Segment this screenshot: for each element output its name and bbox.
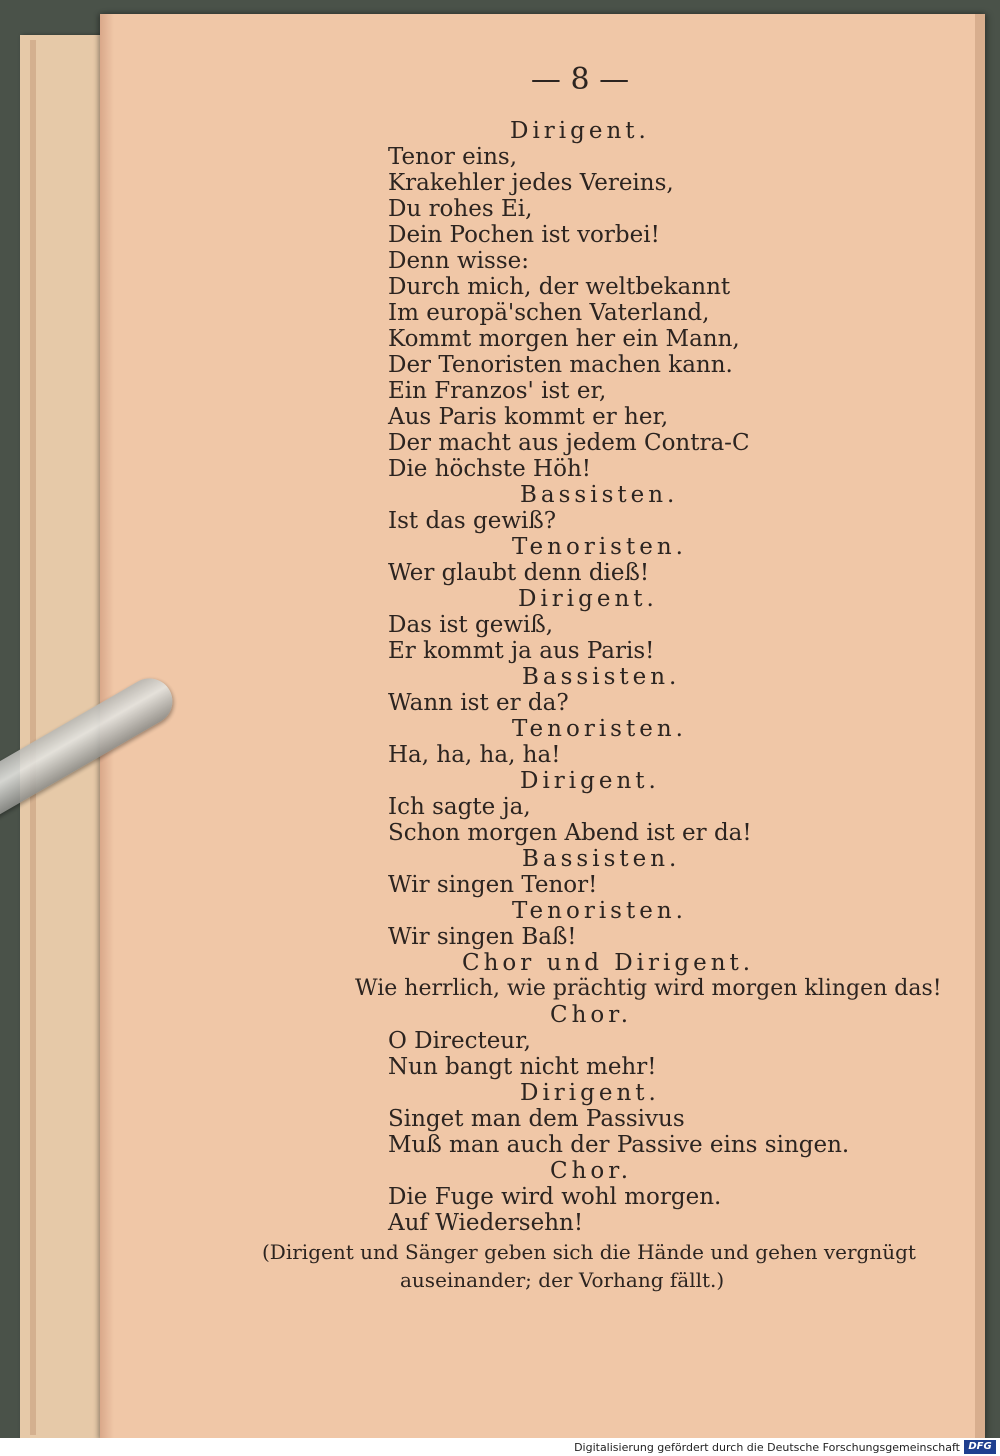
speaker-heading: Dirigent. — [520, 1080, 660, 1106]
speaker-heading: Tenoristen. — [512, 716, 687, 742]
verse-line: Nun bangt nicht mehr! — [388, 1054, 657, 1080]
verse-line: Der Tenoristen machen kann. — [388, 352, 733, 378]
verse-line: Kommt morgen her ein Mann, — [388, 326, 740, 352]
verse-line: Krakehler jedes Vereins, — [388, 170, 674, 196]
verse-line: Die Fuge wird wohl morgen. — [388, 1184, 722, 1210]
speaker-heading: Chor. — [550, 1158, 633, 1184]
speaker-heading: Bassisten. — [522, 664, 681, 690]
speaker-heading: Bassisten. — [522, 846, 681, 872]
verse-line: Tenor eins, — [388, 144, 518, 170]
verse-line: Durch mich, der weltbekannt — [388, 274, 731, 300]
verse-line: Ist das gewiß? — [388, 508, 557, 534]
speaker-heading: Tenoristen. — [512, 898, 687, 924]
verse-line: O Directeur, — [388, 1028, 531, 1054]
verse-line: Dein Pochen ist vorbei! — [388, 222, 660, 248]
dfg-credit: Digitalisierung gefördert durch die Deutsche Forschungsgemeinschaft — [574, 1441, 960, 1454]
verse-line: Schon morgen Abend ist er da! — [388, 820, 752, 846]
verse-line: Auf Wiedersehn! — [388, 1210, 584, 1236]
underlying-page-edge — [30, 40, 36, 1435]
speaker-heading: Tenoristen. — [512, 534, 687, 560]
verse-line: Muß man auch der Passive eins singen. — [388, 1132, 850, 1158]
verse-line: Die höchste Höh! — [388, 456, 592, 482]
verse-line: (Dirigent und Sänger geben sich die Hände und gehen vergnügt — [262, 1240, 916, 1264]
verse-line: Im europä'schen Vaterland, — [388, 300, 710, 326]
speaker-heading: Dirigent. — [510, 118, 650, 144]
verse-line: Wer glaubt denn dieß! — [388, 560, 650, 586]
verse-line: Der macht aus jedem Contra-C — [388, 430, 750, 456]
speaker-heading: Dirigent. — [518, 586, 658, 612]
verse-line: Wir singen Tenor! — [388, 872, 598, 898]
verse-line: Aus Paris kommt er her, — [388, 404, 669, 430]
verse-line: Ich sagte ja, — [388, 794, 531, 820]
speaker-heading: Chor und Dirigent. — [462, 950, 755, 976]
page-number: — 8 — — [530, 62, 630, 97]
verse-line: Wann ist er da? — [388, 690, 569, 716]
verse-line: Er kommt ja aus Paris! — [388, 638, 655, 664]
speaker-heading: Chor. — [550, 1002, 633, 1028]
verse-line: Ha, ha, ha, ha! — [388, 742, 561, 768]
verse-line: Singet man dem Passivus — [388, 1106, 685, 1132]
speaker-heading: Bassisten. — [520, 482, 679, 508]
page-right-edge — [975, 14, 985, 1440]
verse-line: auseinander; der Vorhang fällt.) — [400, 1268, 725, 1292]
verse-line: Das ist gewiß, — [388, 612, 554, 638]
verse-line: Wir singen Baß! — [388, 924, 577, 950]
verse-line: Denn wisse: — [388, 248, 529, 274]
verse-line: Du rohes Ei, — [388, 196, 533, 222]
verse-line: Wie herrlich, wie prächtig wird morgen klingen das! — [355, 976, 942, 1001]
verse-line: Ein Franzos' ist er, — [388, 378, 607, 404]
speaker-heading: Dirigent. — [520, 768, 660, 794]
dfg-logo: DFG — [964, 1440, 996, 1454]
